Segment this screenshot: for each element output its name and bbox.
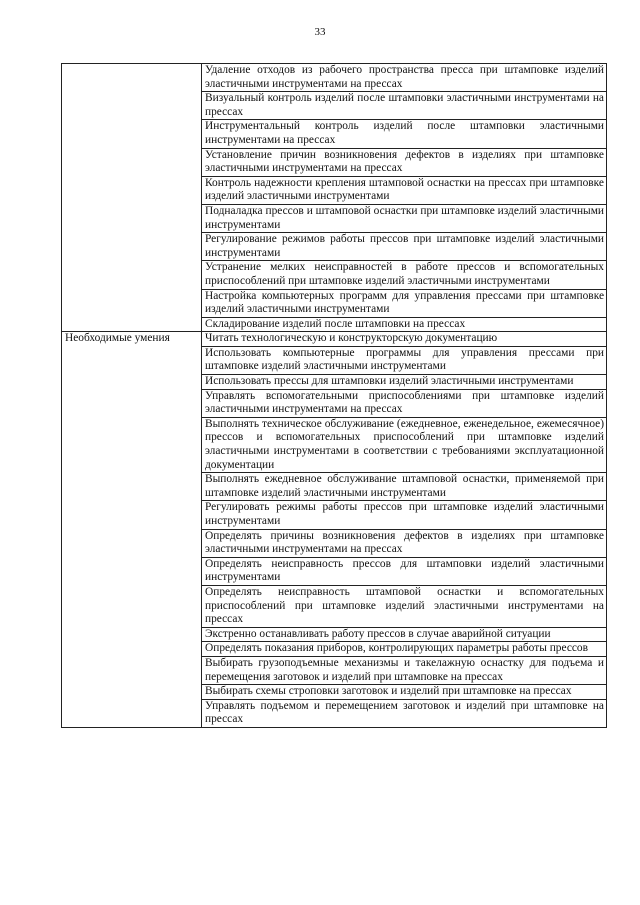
requirement-item-cell: Установление причин возникновения дефектов в изделиях при штамповке эластичными инструментами на прессах bbox=[202, 148, 607, 176]
requirement-item-cell: Выполнять ежедневное обслуживание штамповой оснастки, применяемой при штамповке изделий эластичными инструментами bbox=[202, 473, 607, 501]
table-row bbox=[62, 332, 607, 347]
requirement-item-cell: Определять неисправность штамповой оснастки и вспомогательных приспособлений при штамповке изделий эластичными инструментами на прессах bbox=[202, 585, 607, 627]
requirement-item-cell: Контроль надежности крепления штамповой оснастки на прессах при штамповке изделий эластичными инструментами bbox=[202, 176, 607, 204]
requirement-item-cell: Выбирать грузоподъемные механизмы и такелажную оснастку для подъема и перемещения заготовок и изделий при штамповке на прессах bbox=[202, 656, 607, 684]
requirements-table bbox=[61, 63, 607, 728]
requirements-table-body bbox=[62, 64, 607, 728]
requirement-item-cell: Выполнять техническое обслуживание (ежедневное, еженедельное, ежемесячное) прессов и вспомогательных приспособлений при штамповке изделий эластичными инструментами в соответствии с требованиями эксплуатационной документации bbox=[202, 417, 607, 472]
requirement-item-cell: Читать технологическую и конструкторскую документацию bbox=[202, 332, 607, 347]
requirement-item-cell: Удаление отходов из рабочего пространства пресса при штамповке изделий эластичными инструментами на прессах bbox=[202, 64, 607, 92]
requirement-item-cell: Регулирование режимов работы прессов при штамповке изделий эластичными инструментами bbox=[202, 233, 607, 261]
requirement-item-cell: Инструментальный контроль изделий после штамповки эластичными инструментами на прессах bbox=[202, 120, 607, 148]
requirement-item-cell: Использовать компьютерные программы для управления прессами при штамповке изделий эластичными инструментами bbox=[202, 346, 607, 374]
requirement-item-cell: Устранение мелких неисправностей в работе прессов и вспомогательных приспособлений при штамповке изделий эластичными инструментами bbox=[202, 261, 607, 289]
table-row bbox=[62, 64, 607, 92]
requirement-item-cell: Настройка компьютерных программ для управления прессами при штамповке изделий эластичными инструментами bbox=[202, 289, 607, 317]
requirement-item-cell: Выбирать схемы строповки заготовок и изделий при штамповке на прессах bbox=[202, 685, 607, 700]
requirement-item-cell: Визуальный контроль изделий после штамповки эластичными инструментами на прессах bbox=[202, 92, 607, 120]
requirement-item-cell: Определять неисправность прессов для штамповки изделий эластичными инструментами bbox=[202, 557, 607, 585]
requirement-item-cell: Использовать прессы для штамповки изделий эластичными инструментами bbox=[202, 375, 607, 390]
requirement-item-cell: Управлять вспомогательными приспособлениями при штамповке изделий эластичными инструментами на прессах bbox=[202, 389, 607, 417]
requirement-item-cell: Подналадка прессов и штамповой оснастки при штамповке изделий эластичными инструментами bbox=[202, 204, 607, 232]
section-label-cell: Необходимые умения bbox=[62, 332, 202, 728]
section-label-cell bbox=[62, 64, 202, 332]
requirement-item-cell: Определять показания приборов, контролирующих параметры работы прессов bbox=[202, 642, 607, 657]
page-number: 33 bbox=[314, 26, 326, 38]
requirement-item-cell: Экстренно останавливать работу прессов в случае аварийной ситуации bbox=[202, 627, 607, 642]
requirement-item-cell: Складирование изделий после штамповки на прессах bbox=[202, 317, 607, 332]
requirement-item-cell: Регулировать режимы работы прессов при штамповке изделий эластичными инструментами bbox=[202, 501, 607, 529]
requirement-item-cell: Определять причины возникновения дефектов в изделиях при штамповке эластичными инструментами на прессах bbox=[202, 529, 607, 557]
requirement-item-cell: Управлять подъемом и перемещением заготовок и изделий при штамповке на прессах bbox=[202, 699, 607, 727]
